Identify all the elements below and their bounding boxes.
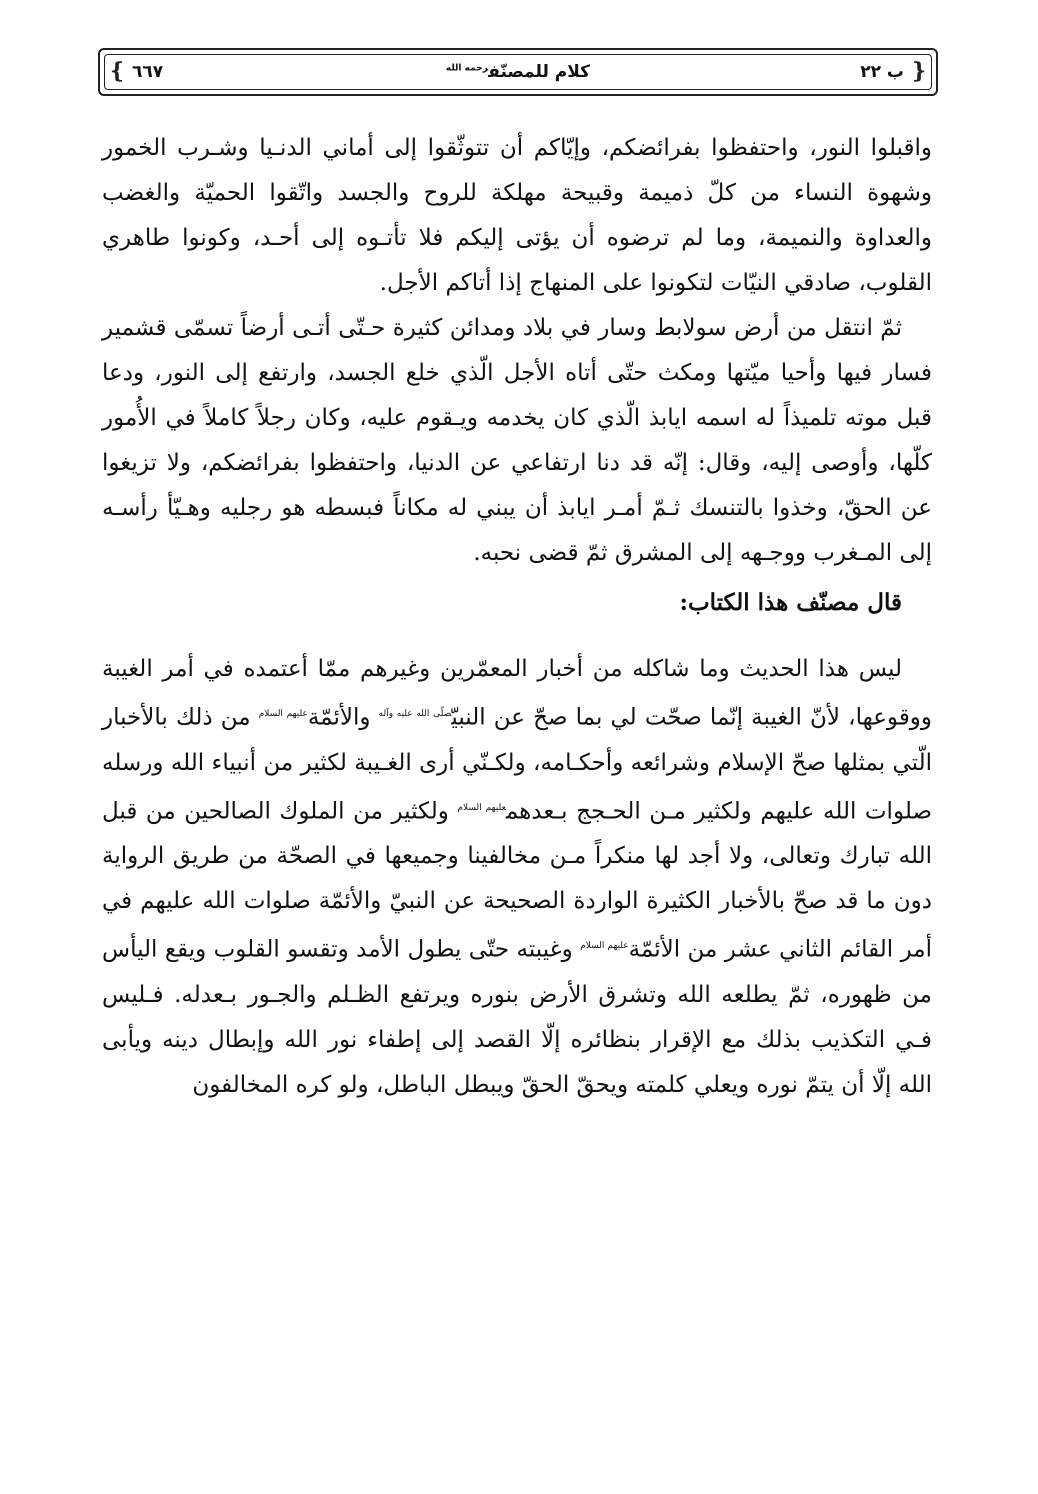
honorific-hujaj: عليهم السلام [457,802,506,813]
honorific-prophet: صلّى الله عليه وآله [378,709,452,719]
paragraph-3 [102,647,932,1108]
honorific-imams-2: عليهم السلام [580,941,629,952]
running-header [98,48,938,96]
paragraph-2: ثمّ انتقل من أرض سولابط وسار في بلاد ومدائن كثيرة حـتّى أتـى أرضاً تسمّى قشمير فسار فيها وأحيا ميّتها ومكث حتّى أتاه الأجل الّذي خلع الجسد، وارتفع إلى النور، ودعا قبل موته تلميذاً له اسمه ايابذ الّذي كان يخدمه ويـقوم عليه، وكان رجلاً كاملاً في الأُمور كلّها، وأوصى إليه، وقال: إنّه قد دنا ارتفاعي عن الدنيا، واحتفظوا بفرائضكم، ولا تزيغوا عن الحقّ، وخذوا بالتنسك ثـمّ أمـر ايابذ أن يبني له مكاناً فبسطه هو رجليه وهـيّأ رأسـه إلى المـغرب ووجـهه إلى المشرق ثمّ قضى نحبه. [102,315,933,566]
section-heading: قال مصنّف هذا الكتاب: [679,589,902,616]
honorific-imams: عليهم السلام [258,709,308,719]
header-title [100,59,936,84]
ornament-right-icon: ❵ [909,59,928,84]
header-title-text: كلام للمصنّف [488,62,591,82]
paragraph-3-part-b: والأئمّة [307,704,371,731]
paragraph-3-part-d: ولكثير من الملوك الصالحين من قبل الله تبارك وتعالى، ولا أجد لها منكراً مـن مخالفينا وجميعها في الصحّة من طريق الرواية دون ما قد صحّ بالأخبار الكثيرة الواردة الصحيحة عن النبيّ والأئمّة صلوات الله عليهم في أمر القائم الثاني عشر من الأئمّة [102,798,933,963]
paragraph-3-part-a: ليس هذا الحديث وما شاكله من أخبار المعمّرين وغيرهم ممّا أعتمده في أمر الغيبة ووقوعها، لأنّ الغيبة إنّما صحّت لي بما صحّ عن النبيّ [102,656,933,731]
paragraph-3-part-e: وغيبته حتّى يطول الأمد وتقسو القلوب ويقع اليأس من ظهوره، ثمّ يطلعه الله وتشرق الأرض بنوره ويرتفع الظـلم والجـور بـعدله. فـليس فـي التكذيب بذلك مع الإقرار بنظائره إلّا القصد إلى إطفاء نور الله وإبطال دينه ويأبى الله إلّا أن يتمّ نوره ويعلي كلمته ويحقّ الحقّ ويبطل الباطل، ولو كره المخالفون [102,936,932,1098]
paragraph-1: واقبلوا النور، واحتفظوا بفرائضكم، وإيّاكم أن تتوثّقوا إلى أماني الدنـيا وشـرب الخمور وشهوة النساء من كلّ ذميمة وقبيحة مهلكة للروح والجسد واتّقوا الحميّة والغضب والعداوة والنميمة، وما لم ترضوه أن يؤتى إليكم فلا تأتـوه إلى أحـد، وكونوا طاهري القلوب، صادقي النيّات لتكونوا على المنهاج إذا أتاكم الأجل. [102,135,932,296]
section-label: ب ٢٢ [860,62,904,82]
page-number: ٦٦٧ [132,62,164,82]
page-body [102,126,932,1108]
header-title-mark: رحمه الله [445,63,489,74]
paragraph-3-part-c: من ذلك بالأخبار الّتي بمثلها صحّ الإسلام وشرائعه وأحكـامه، ولكـنّي أرى الغـيبة لكثير من أنبياء الله ورسله صلوات الله عليهم ولكثير مـن الحـجج بـعدهم [102,704,932,825]
ornament-left-icon: ❴ [108,59,127,84]
